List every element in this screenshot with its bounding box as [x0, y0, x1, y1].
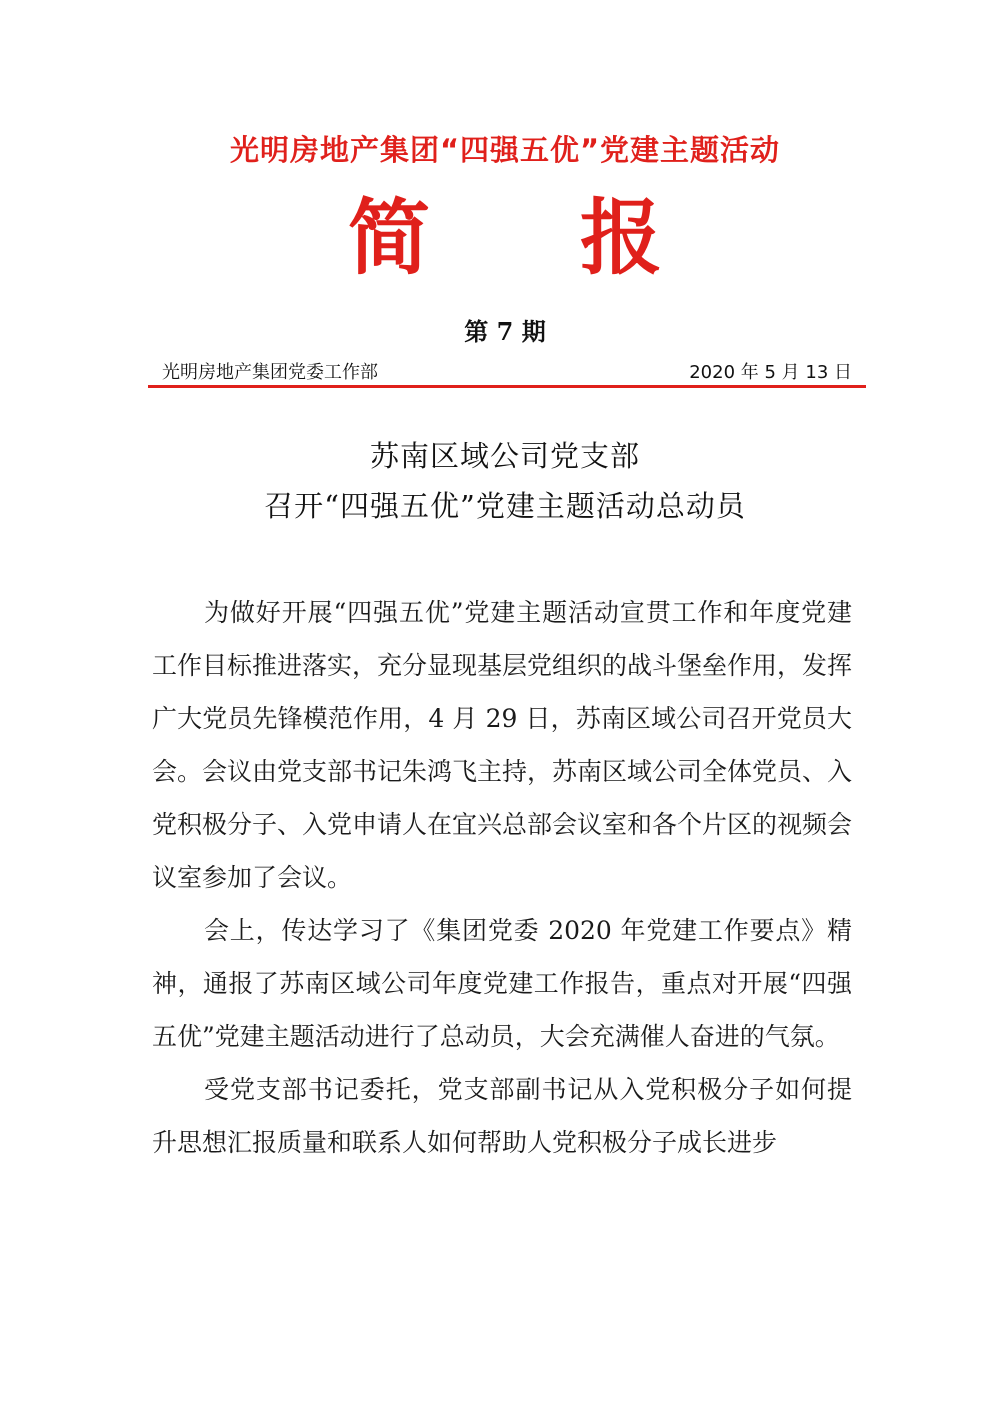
bulletin-title-char-1: 简 — [347, 190, 430, 286]
issuer-department: 光明房地产集团党委工作部 — [162, 362, 378, 383]
article-paragraph-2: 会上，传达学习了《集团党委 2020 年党建工作要点》精神，通报了苏南区域公司年度党建工作报告，重点对开展“四强五优”党建主题活动进行了总动员，大会充满催人奋进的气氛。 — [152, 916, 852, 1051]
article-paragraph-3: 受党支部书记委托，党支部副书记从入党积极分子如何提升思想汇报质量和联系人如何帮助人党积极分子成长进步 — [152, 1075, 852, 1157]
issue-date: 2020 年 5 月 13 日 — [689, 362, 852, 383]
article-headline-line-1: 苏南区域公司党支部 — [369, 439, 640, 473]
article-headline-line-2: 召开“四强五优”党建主题活动总动员 — [264, 489, 746, 523]
red-divider-rule — [148, 385, 866, 388]
article-body — [152, 586, 852, 1169]
masthead-meta-row — [162, 356, 852, 384]
bulletin-title-char-2: 报 — [580, 190, 663, 286]
article-paragraph-1: 为做好开展“四强五优”党建主题活动宣贯工作和年度党建工作目标推进落实，充分显现基层党组织的战斗堡垒作用，发挥广大党员先锋模范作用，4 月 29 日，苏南区域公司召开党员大会。会议由党支部书记朱鸿飞主持，苏南区域公司全体党员、入党积极分子、入党申请人在宜兴总部会议室和各个片区的视频会议室参加了会议。 — [152, 598, 853, 892]
bulletin-title — [0, 188, 1000, 288]
issue-number: 第 7 期 — [464, 317, 546, 346]
masthead-title: 光明房地产集团“四强五优”党建主题活动 — [229, 133, 781, 167]
